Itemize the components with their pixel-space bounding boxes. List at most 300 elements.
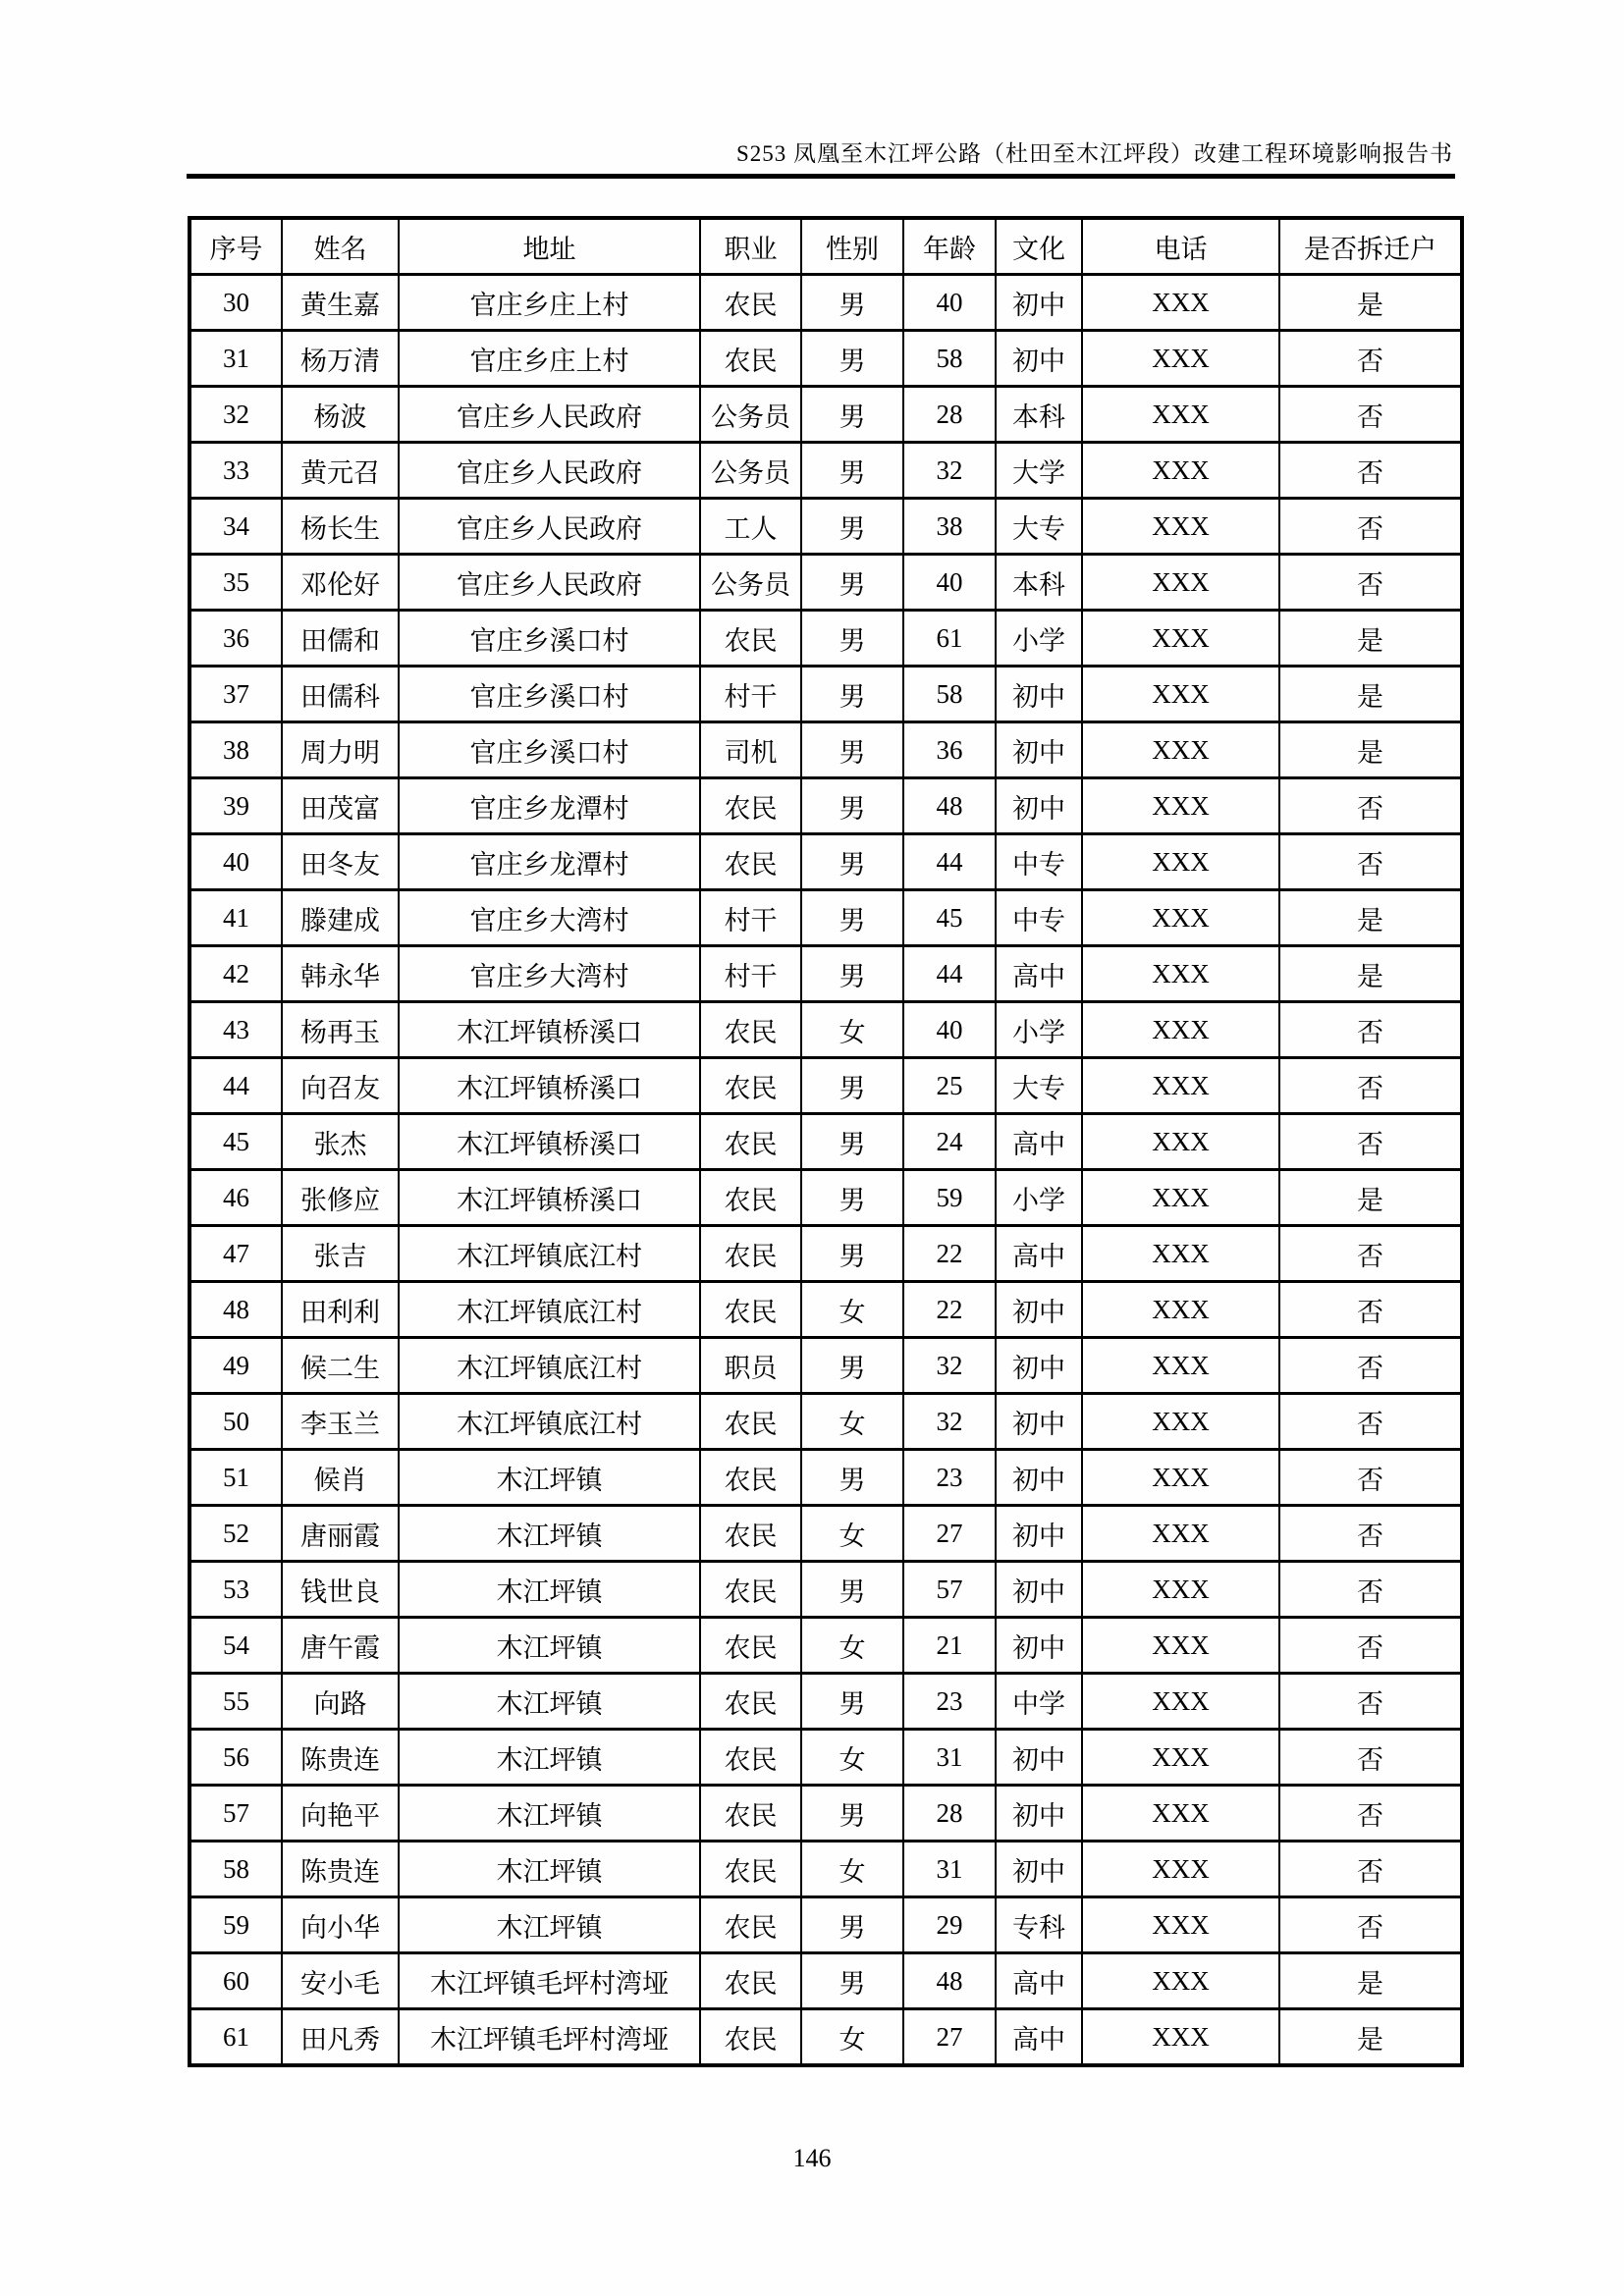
column-header-index: 序号: [189, 218, 282, 275]
table-cell: 否: [1279, 1002, 1462, 1058]
table-cell: XXX: [1082, 890, 1279, 946]
table-cell: 初中: [996, 1730, 1082, 1786]
table-cell: 28: [903, 1786, 996, 1842]
table-cell: 60: [189, 1953, 282, 2009]
page-header: [187, 135, 1453, 168]
table-cell: 邓伦好: [282, 555, 399, 611]
table-cell: 41: [189, 890, 282, 946]
table-cell: XXX: [1082, 1282, 1279, 1338]
table-cell: XXX: [1082, 834, 1279, 890]
table-cell: 官庄乡大湾村: [399, 890, 700, 946]
table-cell: 李玉兰: [282, 1394, 399, 1450]
table-cell: 初中: [996, 667, 1082, 722]
table-cell: 否: [1279, 555, 1462, 611]
table-cell: 51: [189, 1450, 282, 1506]
table-cell: 官庄乡庄上村: [399, 275, 700, 331]
table-cell: 58: [189, 1842, 282, 1897]
table-cell: 女: [801, 1842, 903, 1897]
table-cell: 29: [903, 1897, 996, 1953]
table-cell: 23: [903, 1450, 996, 1506]
table-cell: 35: [189, 555, 282, 611]
table-cell: 53: [189, 1562, 282, 1618]
table-cell: 村干: [700, 946, 801, 1002]
table-cell: XXX: [1082, 946, 1279, 1002]
table-cell: 34: [189, 499, 282, 555]
table-cell: 男: [801, 667, 903, 722]
table-cell: 31: [903, 1842, 996, 1897]
table-row: [189, 1674, 1462, 1730]
column-header-name: 姓名: [282, 218, 399, 275]
table-cell: 张吉: [282, 1226, 399, 1282]
table-cell: 27: [903, 2009, 996, 2066]
table-cell: 48: [903, 778, 996, 834]
table-cell: 女: [801, 1506, 903, 1562]
table-cell: 公务员: [700, 443, 801, 499]
table-cell: 木江坪镇桥溪口: [399, 1114, 700, 1170]
table-row: [189, 1506, 1462, 1562]
table-cell: 39: [189, 778, 282, 834]
table-row: [189, 890, 1462, 946]
table-cell: 初中: [996, 1394, 1082, 1450]
table-cell: 男: [801, 1786, 903, 1842]
table-cell: 大专: [996, 1058, 1082, 1114]
table-cell: 49: [189, 1338, 282, 1394]
table-cell: 木江坪镇: [399, 1506, 700, 1562]
table-cell: 木江坪镇毛坪村湾垭: [399, 2009, 700, 2066]
table-cell: 陈贵连: [282, 1842, 399, 1897]
table-cell: 40: [189, 834, 282, 890]
table-cell: 中专: [996, 834, 1082, 890]
table-cell: 农民: [700, 834, 801, 890]
table-cell: 否: [1279, 499, 1462, 555]
table-cell: 高中: [996, 1226, 1082, 1282]
table-cell: 37: [189, 667, 282, 722]
table-cell: 公务员: [700, 555, 801, 611]
table-row: [189, 1394, 1462, 1450]
table-cell: 男: [801, 331, 903, 387]
table-cell: 官庄乡溪口村: [399, 667, 700, 722]
table-cell: 高中: [996, 946, 1082, 1002]
table-cell: 韩永华: [282, 946, 399, 1002]
table-cell: 32: [903, 1338, 996, 1394]
table-cell: XXX: [1082, 1226, 1279, 1282]
table-cell: 田凡秀: [282, 2009, 399, 2066]
table-cell: 中学: [996, 1674, 1082, 1730]
table-row: [189, 834, 1462, 890]
table-row: [189, 1786, 1462, 1842]
table-row: [189, 331, 1462, 387]
table-cell: 官庄乡人民政府: [399, 499, 700, 555]
table-cell: 是: [1279, 1953, 1462, 2009]
table-cell: 42: [189, 946, 282, 1002]
table-cell: 中专: [996, 890, 1082, 946]
table-row: [189, 1282, 1462, 1338]
table-cell: 木江坪镇: [399, 1674, 700, 1730]
table-cell: 田茂富: [282, 778, 399, 834]
table-cell: 农民: [700, 1786, 801, 1842]
table-cell: 男: [801, 1674, 903, 1730]
table-cell: 44: [189, 1058, 282, 1114]
table-cell: 木江坪镇: [399, 1842, 700, 1897]
table-cell: 杨再玉: [282, 1002, 399, 1058]
table-cell: 男: [801, 387, 903, 443]
table-cell: 否: [1279, 1282, 1462, 1338]
table-cell: 是: [1279, 946, 1462, 1002]
table-cell: 初中: [996, 1282, 1082, 1338]
table-cell: 女: [801, 1282, 903, 1338]
table-cell: 男: [801, 499, 903, 555]
table-cell: XXX: [1082, 1562, 1279, 1618]
table-cell: 唐午霞: [282, 1618, 399, 1674]
table-cell: 55: [189, 1674, 282, 1730]
table-cell: 黄生嘉: [282, 275, 399, 331]
column-header-relocated: 是否拆迁户: [1279, 218, 1462, 275]
table-cell: XXX: [1082, 778, 1279, 834]
table-row: [189, 2009, 1462, 2066]
table-cell: 本科: [996, 555, 1082, 611]
table-cell: XXX: [1082, 1953, 1279, 2009]
table-cell: XXX: [1082, 2009, 1279, 2066]
table-cell: 农民: [700, 275, 801, 331]
table-cell: 否: [1279, 1226, 1462, 1282]
table-cell: 男: [801, 1562, 903, 1618]
table-cell: 男: [801, 1338, 903, 1394]
table-cell: 农民: [700, 1282, 801, 1338]
table-cell: XXX: [1082, 387, 1279, 443]
table-cell: 男: [801, 1450, 903, 1506]
table-row: [189, 1058, 1462, 1114]
table-cell: 否: [1279, 1562, 1462, 1618]
table-cell: 25: [903, 1058, 996, 1114]
table-cell: 木江坪镇: [399, 1450, 700, 1506]
table-cell: 向艳平: [282, 1786, 399, 1842]
table-cell: 农民: [700, 1674, 801, 1730]
table-cell: 木江坪镇: [399, 1730, 700, 1786]
table-cell: 候肖: [282, 1450, 399, 1506]
table-cell: XXX: [1082, 1170, 1279, 1226]
table-cell: 男: [801, 1953, 903, 2009]
table-cell: 官庄乡龙潭村: [399, 834, 700, 890]
table-cell: XXX: [1082, 611, 1279, 667]
table-cell: 56: [189, 1730, 282, 1786]
table-cell: 54: [189, 1618, 282, 1674]
table-cell: 50: [189, 1394, 282, 1450]
table-cell: 张杰: [282, 1114, 399, 1170]
table-cell: 32: [189, 387, 282, 443]
table-cell: 高中: [996, 1114, 1082, 1170]
table-cell: 是: [1279, 722, 1462, 778]
table-cell: 男: [801, 946, 903, 1002]
table-cell: XXX: [1082, 1730, 1279, 1786]
table-cell: 女: [801, 1618, 903, 1674]
table-cell: 农民: [700, 1002, 801, 1058]
table-cell: 黄元召: [282, 443, 399, 499]
table-row: [189, 1618, 1462, 1674]
table-cell: 田利利: [282, 1282, 399, 1338]
table-row: [189, 778, 1462, 834]
table-cell: 女: [801, 2009, 903, 2066]
table-row: [189, 1114, 1462, 1170]
table-cell: 张修应: [282, 1170, 399, 1226]
table-cell: 52: [189, 1506, 282, 1562]
table-cell: XXX: [1082, 275, 1279, 331]
table-cell: 40: [903, 275, 996, 331]
table-cell: 周力明: [282, 722, 399, 778]
table-cell: 农民: [700, 1842, 801, 1897]
table-cell: 官庄乡溪口村: [399, 611, 700, 667]
header-rule: [187, 174, 1455, 179]
table-row: [189, 1730, 1462, 1786]
table-cell: 女: [801, 1730, 903, 1786]
table-cell: 陈贵连: [282, 1730, 399, 1786]
table-row: [189, 1450, 1462, 1506]
table-cell: 男: [801, 555, 903, 611]
table-cell: 初中: [996, 722, 1082, 778]
table-cell: 工人: [700, 499, 801, 555]
table-row: [189, 1170, 1462, 1226]
table-cell: 33: [189, 443, 282, 499]
table-cell: 22: [903, 1226, 996, 1282]
table-cell: 否: [1279, 1114, 1462, 1170]
table-cell: 木江坪镇: [399, 1897, 700, 1953]
table-cell: 31: [189, 331, 282, 387]
table-cell: 38: [903, 499, 996, 555]
table-cell: 农民: [700, 1730, 801, 1786]
table-cell: 男: [801, 275, 903, 331]
table-cell: 官庄乡龙潭村: [399, 778, 700, 834]
table-header-row: [189, 218, 1462, 275]
table-cell: 是: [1279, 890, 1462, 946]
table-cell: 本科: [996, 387, 1082, 443]
table-cell: 否: [1279, 1897, 1462, 1953]
table-cell: 高中: [996, 1953, 1082, 2009]
table-row: [189, 1338, 1462, 1394]
table-cell: 小学: [996, 611, 1082, 667]
table-cell: 职员: [700, 1338, 801, 1394]
table-row: [189, 722, 1462, 778]
table-cell: 村干: [700, 890, 801, 946]
table-row: [189, 499, 1462, 555]
table-cell: 否: [1279, 1618, 1462, 1674]
table-cell: 大专: [996, 499, 1082, 555]
table-cell: 木江坪镇: [399, 1786, 700, 1842]
table-cell: 男: [801, 1897, 903, 1953]
table-row: [189, 1562, 1462, 1618]
table-cell: 男: [801, 834, 903, 890]
table-cell: 初中: [996, 1338, 1082, 1394]
table-cell: 田儒科: [282, 667, 399, 722]
table-cell: XXX: [1082, 1002, 1279, 1058]
table-cell: 是: [1279, 2009, 1462, 2066]
table-cell: 61: [903, 611, 996, 667]
table-cell: 公务员: [700, 387, 801, 443]
table-cell: 向路: [282, 1674, 399, 1730]
table-cell: 高中: [996, 2009, 1082, 2066]
column-header-address: 地址: [399, 218, 700, 275]
table-cell: 男: [801, 722, 903, 778]
table-cell: 40: [903, 555, 996, 611]
table-cell: 男: [801, 1226, 903, 1282]
table-cell: 男: [801, 1058, 903, 1114]
table-cell: 初中: [996, 331, 1082, 387]
page-footer: [0, 2144, 1624, 2173]
table-cell: 36: [189, 611, 282, 667]
table-cell: 安小毛: [282, 1953, 399, 2009]
table-cell: 木江坪镇: [399, 1562, 700, 1618]
table-cell: 农民: [700, 778, 801, 834]
table-cell: 59: [903, 1170, 996, 1226]
table-cell: 47: [189, 1226, 282, 1282]
table-cell: 否: [1279, 1674, 1462, 1730]
table-cell: 农民: [700, 331, 801, 387]
table-cell: XXX: [1082, 667, 1279, 722]
table-cell: 小学: [996, 1002, 1082, 1058]
table-cell: XXX: [1082, 499, 1279, 555]
table-row: [189, 1226, 1462, 1282]
table-cell: 官庄乡人民政府: [399, 555, 700, 611]
table-cell: 杨长生: [282, 499, 399, 555]
table-cell: 初中: [996, 1562, 1082, 1618]
table-cell: 田冬友: [282, 834, 399, 890]
table-row: [189, 443, 1462, 499]
table-cell: 是: [1279, 1170, 1462, 1226]
table-cell: 农民: [700, 1114, 801, 1170]
table-cell: XXX: [1082, 331, 1279, 387]
table-cell: 农民: [700, 1506, 801, 1562]
column-header-age: 年龄: [903, 218, 996, 275]
table-cell: 官庄乡人民政府: [399, 443, 700, 499]
column-header-gender: 性别: [801, 218, 903, 275]
table-cell: 杨波: [282, 387, 399, 443]
table-cell: 小学: [996, 1170, 1082, 1226]
table-cell: 男: [801, 1170, 903, 1226]
table-cell: 否: [1279, 1730, 1462, 1786]
table-cell: 32: [903, 1394, 996, 1450]
table-cell: 钱世良: [282, 1562, 399, 1618]
table-cell: 初中: [996, 1786, 1082, 1842]
table-cell: 57: [189, 1786, 282, 1842]
table-row: [189, 275, 1462, 331]
table-cell: 男: [801, 890, 903, 946]
table-row: [189, 387, 1462, 443]
table-cell: 58: [903, 331, 996, 387]
table-cell: 向召友: [282, 1058, 399, 1114]
table-cell: 木江坪镇桥溪口: [399, 1170, 700, 1226]
table-cell: 男: [801, 611, 903, 667]
table-cell: 是: [1279, 275, 1462, 331]
table-cell: 男: [801, 1114, 903, 1170]
table-row: [189, 1953, 1462, 2009]
table-cell: XXX: [1082, 1394, 1279, 1450]
table-cell: 官庄乡溪口村: [399, 722, 700, 778]
table-cell: 村干: [700, 667, 801, 722]
table-cell: 唐丽霞: [282, 1506, 399, 1562]
table-cell: 28: [903, 387, 996, 443]
table-cell: 女: [801, 1394, 903, 1450]
table-cell: 农民: [700, 1953, 801, 2009]
table-cell: 男: [801, 443, 903, 499]
table-cell: 40: [903, 1002, 996, 1058]
table-cell: 58: [903, 667, 996, 722]
column-header-occupation: 职业: [700, 218, 801, 275]
table-cell: 否: [1279, 778, 1462, 834]
table-cell: XXX: [1082, 1786, 1279, 1842]
table-cell: 男: [801, 778, 903, 834]
column-header-phone: 电话: [1082, 218, 1279, 275]
table-cell: 大学: [996, 443, 1082, 499]
table-cell: 45: [903, 890, 996, 946]
table-cell: 农民: [700, 1562, 801, 1618]
table-cell: 23: [903, 1674, 996, 1730]
table-cell: 否: [1279, 1338, 1462, 1394]
table-row: [189, 667, 1462, 722]
table-cell: 32: [903, 443, 996, 499]
table-cell: XXX: [1082, 443, 1279, 499]
table-cell: 农民: [700, 1897, 801, 1953]
table-cell: 否: [1279, 1394, 1462, 1450]
table-row: [189, 611, 1462, 667]
table-cell: 是: [1279, 611, 1462, 667]
table-cell: 司机: [700, 722, 801, 778]
table-cell: 农民: [700, 2009, 801, 2066]
table-row: [189, 946, 1462, 1002]
table-cell: 农民: [700, 1394, 801, 1450]
table-cell: 是: [1279, 667, 1462, 722]
column-header-education: 文化: [996, 218, 1082, 275]
table-cell: 44: [903, 946, 996, 1002]
table-cell: 21: [903, 1618, 996, 1674]
table-cell: 向小华: [282, 1897, 399, 1953]
table-cell: 农民: [700, 1226, 801, 1282]
table-cell: 否: [1279, 834, 1462, 890]
table-cell: 女: [801, 1002, 903, 1058]
table-cell: 45: [189, 1114, 282, 1170]
table-cell: XXX: [1082, 1058, 1279, 1114]
table-cell: 57: [903, 1562, 996, 1618]
table-cell: 否: [1279, 1506, 1462, 1562]
table-cell: 农民: [700, 1170, 801, 1226]
table-row: [189, 1897, 1462, 1953]
table-cell: 官庄乡庄上村: [399, 331, 700, 387]
table-cell: 木江坪镇毛坪村湾垭: [399, 1953, 700, 2009]
table-cell: 22: [903, 1282, 996, 1338]
table-cell: 否: [1279, 443, 1462, 499]
table-cell: 30: [189, 275, 282, 331]
table-cell: XXX: [1082, 555, 1279, 611]
table-cell: 木江坪镇底江村: [399, 1282, 700, 1338]
table-cell: 31: [903, 1730, 996, 1786]
table-row: [189, 555, 1462, 611]
table-cell: 木江坪镇底江村: [399, 1338, 700, 1394]
table-cell: 61: [189, 2009, 282, 2066]
table-cell: 否: [1279, 331, 1462, 387]
table-cell: 专科: [996, 1897, 1082, 1953]
table-cell: 27: [903, 1506, 996, 1562]
table-cell: 46: [189, 1170, 282, 1226]
table-cell: XXX: [1082, 1842, 1279, 1897]
table-cell: 初中: [996, 1618, 1082, 1674]
table-cell: 44: [903, 834, 996, 890]
table-cell: 木江坪镇底江村: [399, 1226, 700, 1282]
table-cell: XXX: [1082, 1450, 1279, 1506]
table-cell: 候二生: [282, 1338, 399, 1394]
table-cell: 否: [1279, 1450, 1462, 1506]
table-cell: 24: [903, 1114, 996, 1170]
table-cell: 木江坪镇桥溪口: [399, 1058, 700, 1114]
table-cell: 田儒和: [282, 611, 399, 667]
table-cell: 滕建成: [282, 890, 399, 946]
table-cell: 农民: [700, 1618, 801, 1674]
